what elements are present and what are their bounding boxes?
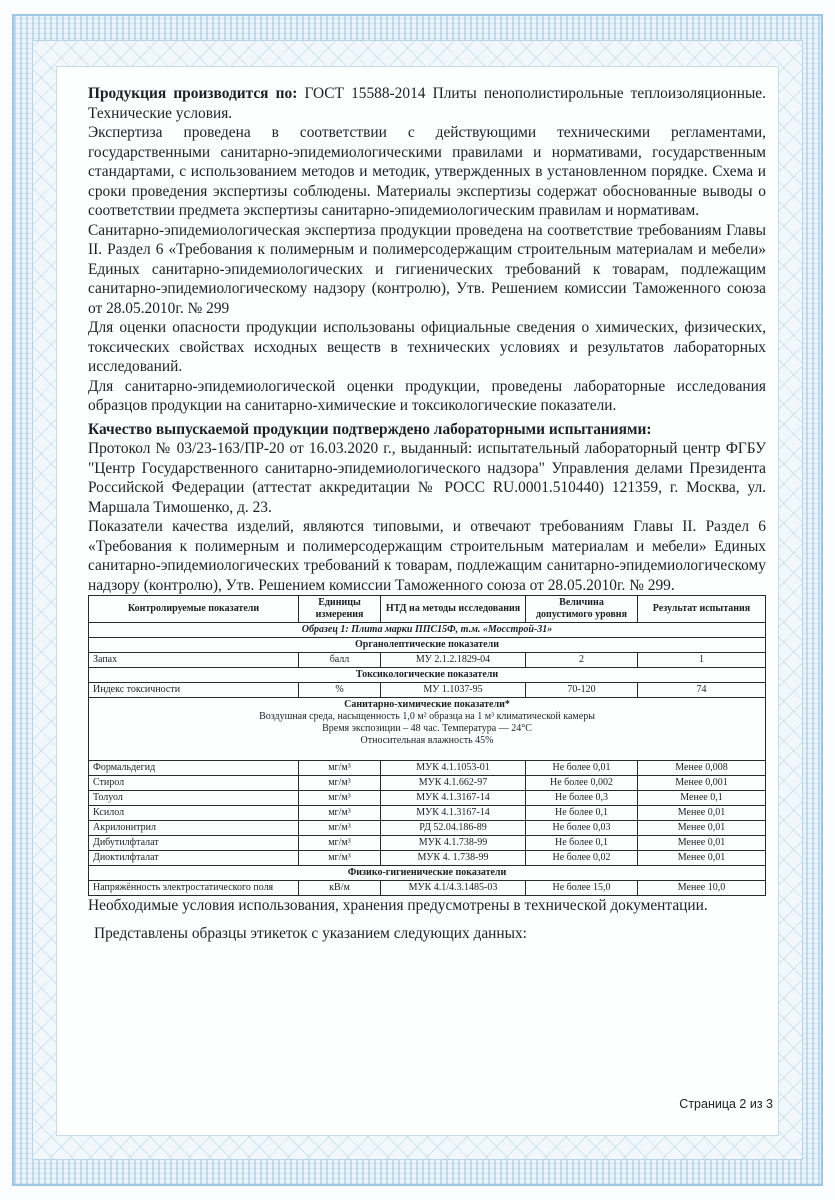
table-row bbox=[89, 836, 766, 851]
cell-units: балл bbox=[299, 653, 381, 668]
col-header-limit: Величина допустимого уровня bbox=[526, 596, 638, 623]
lab-paragraph: Для санитарно-эпидемиологической оценки продукции, проведены лабораторные исследования образцов продукции на санитарно-химические и токсикологические показатели. bbox=[88, 377, 766, 414]
page-number: Страница 2 из 3 bbox=[679, 1097, 773, 1111]
protocol-paragraph: Протокол № 03/23-163/ПР-20 от 16.03.2020 г., выданный: испытательный лабораторный центр ФГБУ "Центр Государственного санитарно-эпидемиологического надзора" Управления делами Президента Российской Федерации (аттестат аккредитации № РОСС RU.0001.510440) 121359, г. Москва, ул. Маршала Тимошенко, д. 23. bbox=[88, 440, 766, 516]
cell-units: мг/м³ bbox=[299, 836, 381, 851]
cell-units: мг/м³ bbox=[299, 851, 381, 866]
quality-heading: Качество выпускаемой продукции подтверждено лабораторными испытаниями: bbox=[88, 420, 652, 438]
cell-result: Менее 10,0 bbox=[638, 881, 766, 896]
col-header-result: Результат испытания bbox=[638, 596, 766, 623]
cell-limit: Не более 0,1 bbox=[526, 806, 638, 821]
cell-result: 74 bbox=[638, 683, 766, 698]
cell-method: МУ 1.1037-95 bbox=[381, 683, 526, 698]
cell-method: РД 52.04.186-89 bbox=[381, 821, 526, 836]
cell-indicator: Напряжённость электростатического поля bbox=[89, 881, 299, 896]
table-row bbox=[89, 806, 766, 821]
col-header-units: Единицы измерения bbox=[299, 596, 381, 623]
cell-result: 1 bbox=[638, 653, 766, 668]
chemical-rows bbox=[89, 761, 766, 866]
cell-method: МУК 4.1.3167-14 bbox=[381, 806, 526, 821]
cell-limit: Не более 15,0 bbox=[526, 881, 638, 896]
table-row bbox=[89, 776, 766, 791]
table-row bbox=[89, 821, 766, 836]
cell-method: МУ 2.1.2.1829-04 bbox=[381, 653, 526, 668]
chemical-condition-line: Воздушная среда, насыщенность 1,0 м² образца на 1 м³ климатической камеры bbox=[259, 711, 595, 722]
cell-limit: 70-120 bbox=[526, 683, 638, 698]
cell-limit: Не более 0,1 bbox=[526, 836, 638, 851]
sample-title: Образец 1: Плита марки ППС15Ф, т.м. «Мосстрой-31» bbox=[89, 623, 766, 638]
table-row bbox=[89, 791, 766, 806]
cell-indicator: Акрилонитрил bbox=[89, 821, 299, 836]
table-row bbox=[89, 683, 766, 698]
cell-indicator: Диоктилфталат bbox=[89, 851, 299, 866]
conditions-paragraph: Необходимые условия использования, хранения предусмотрены в технической документации. bbox=[88, 897, 708, 914]
cell-method: МУК 4.1/4.3.1485-03 bbox=[381, 881, 526, 896]
cell-units: мг/м³ bbox=[299, 761, 381, 776]
col-header-indicator: Контролируемые показатели bbox=[89, 596, 299, 623]
cell-result: Менее 0,001 bbox=[638, 776, 766, 791]
cell-indicator: Ксилол bbox=[89, 806, 299, 821]
chemical-condition-line: Время экспозиции – 48 час. Температура — 24°С bbox=[322, 723, 532, 734]
cell-result: Менее 0,008 bbox=[638, 761, 766, 776]
section-organoleptic: Органолептические показатели bbox=[89, 638, 766, 653]
cell-method: МУК 4.1.1053-01 bbox=[381, 761, 526, 776]
cell-limit: Не более 0,01 bbox=[526, 761, 638, 776]
cell-units: кВ/м bbox=[299, 881, 381, 896]
cell-indicator: Толуол bbox=[89, 791, 299, 806]
conformity-paragraph: Санитарно-эпидемиологическая экспертиза продукции проведена на соответствие требованиям Главы II. Раздел 6 «Требования к полимерным и полимерсодержащим строительным материалам и мебели» Единых санитарно-эпидемиологических и гигиенических требований к товарам, подлежащим санитарно-эпидемиологическому надзору (контролю), Утв. Решением комиссии Таможенного союза от 28.05.2010г. № 299 bbox=[88, 221, 766, 317]
table-row bbox=[89, 761, 766, 776]
cell-method: МУК 4.1.738-99 bbox=[381, 836, 526, 851]
cell-indicator: Формальдегид bbox=[89, 761, 299, 776]
table-row bbox=[89, 851, 766, 866]
cell-units: мг/м³ bbox=[299, 821, 381, 836]
cell-result: Менее 0,01 bbox=[638, 836, 766, 851]
results-table bbox=[88, 595, 766, 896]
cell-result: Менее 0,01 bbox=[638, 851, 766, 866]
expertise-paragraph: Экспертиза проведена в соответствии с действующими техническими регламентами, государственными санитарно-эпидемиологическими правилами и нормативами, государственным стандартами, с использованием методов и методик, утвержденных в установленном порядке. Схема и сроки проведения экспертизы соблюдены. Материалы экспертизы содержат обоснованные выводы о соответствии предмета экспертизы санитарно-эпидемиологическим правилам и нормативам. bbox=[88, 124, 766, 219]
cell-limit: Не более 0,03 bbox=[526, 821, 638, 836]
section-chemical bbox=[89, 698, 766, 761]
document-body bbox=[88, 84, 766, 943]
cell-indicator: Индекс токсичности bbox=[89, 683, 299, 698]
cell-units: мг/м³ bbox=[299, 806, 381, 821]
cell-indicator: Запах bbox=[89, 653, 299, 668]
intro-paragraph bbox=[88, 84, 766, 123]
cell-indicator: Стирол bbox=[89, 776, 299, 791]
section-physical: Физико-гигиенические показатели bbox=[89, 866, 766, 881]
cell-method: МУК 4.1.3167-14 bbox=[381, 791, 526, 806]
intro-label: Продукция производится по: bbox=[88, 85, 298, 102]
cell-result: Менее 0,1 bbox=[638, 791, 766, 806]
cell-units: мг/м³ bbox=[299, 791, 381, 806]
cell-result: Менее 0,01 bbox=[638, 821, 766, 836]
labels-paragraph: Представлены образцы этикеток с указанием следующих данных: bbox=[94, 924, 527, 942]
col-header-method: НТД на методы исследования bbox=[381, 596, 526, 623]
intro-text: ГОСТ 15588-2014 Плиты пенополистирольные теплоизоляционные. Технические условия. bbox=[88, 85, 766, 122]
chemical-condition-line: Относительная влажность 45% bbox=[360, 735, 494, 746]
section-toxicological: Токсикологические показатели bbox=[89, 668, 766, 683]
cell-result: Менее 0,01 bbox=[638, 806, 766, 821]
table-row bbox=[89, 653, 766, 668]
table-header-row bbox=[89, 596, 766, 623]
cell-limit: Не более 0,002 bbox=[526, 776, 638, 791]
cell-limit: Не более 0,02 bbox=[526, 851, 638, 866]
table-row bbox=[89, 881, 766, 896]
cell-units: % bbox=[299, 683, 381, 698]
hazard-paragraph: Для оценки опасности продукции использованы официальные сведения о химических, физических, токсических свойствах исходных веществ в технических условиях и результатов лабораторных исследований. bbox=[88, 319, 766, 375]
cell-units: мг/м³ bbox=[299, 776, 381, 791]
cell-method: МУК 4.1.662-97 bbox=[381, 776, 526, 791]
cell-method: МУК 4. 1.738-99 bbox=[381, 851, 526, 866]
cell-limit: Не более 0,3 bbox=[526, 791, 638, 806]
section-chemical-title: Санитарно-химические показатели* bbox=[344, 699, 510, 710]
cell-limit: 2 bbox=[526, 653, 638, 668]
cell-indicator: Дибутилфталат bbox=[89, 836, 299, 851]
typical-paragraph: Показатели качества изделий, являются типовыми, и отвечают требованиям Главы II. Раздел 6 «Требования к полимерным и полимерсодержащим строительным материалам и мебели» Единых санитарно-эпидемиологических требований к товарам, подлежащим санитарно-эпидемиологическому надзору (контролю), Утв. Решением комиссии Таможенного союза от 28.05.2010г. № 299. bbox=[88, 518, 766, 594]
